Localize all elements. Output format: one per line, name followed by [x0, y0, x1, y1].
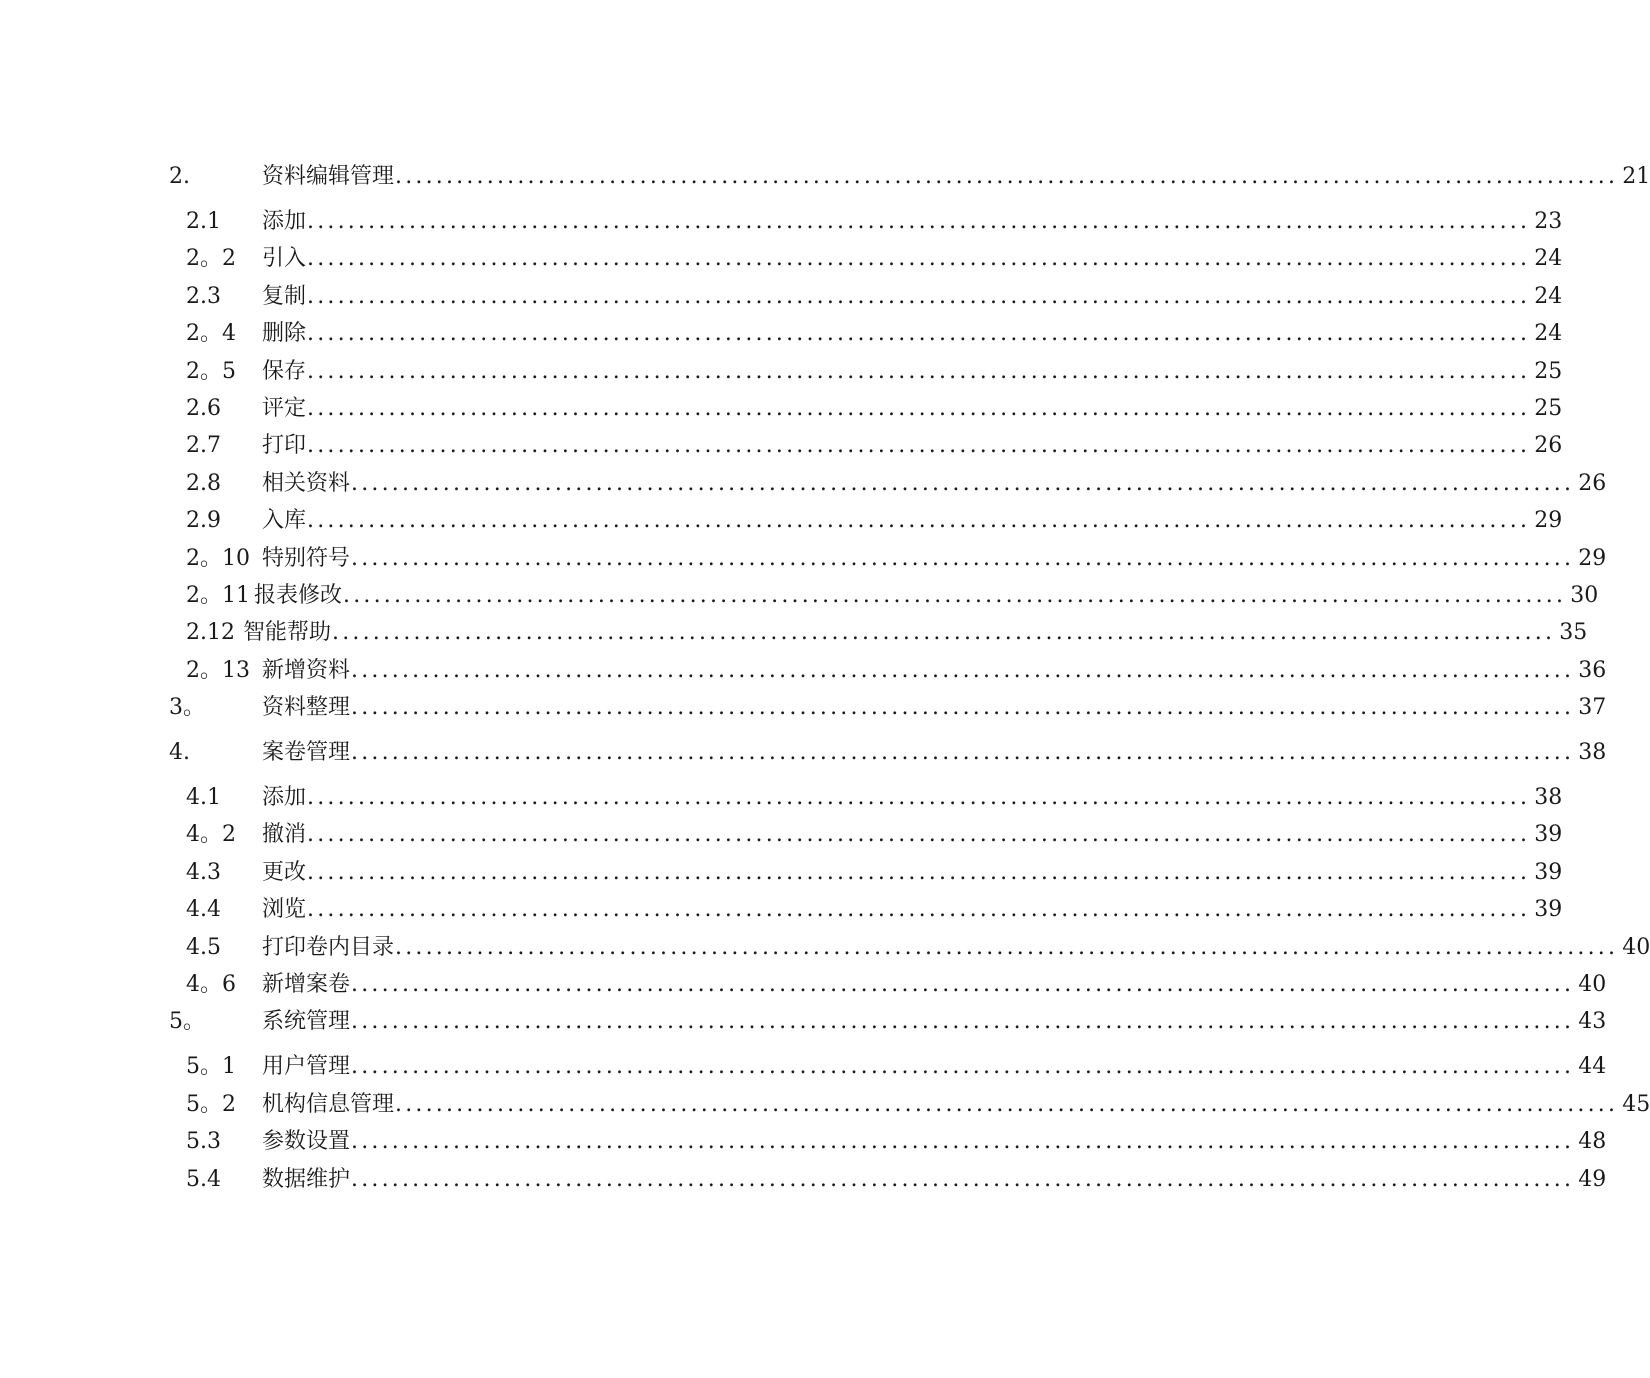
toc-entry-number: 4.5: [186, 934, 221, 960]
toc-dot-leader: ........................................................................................................................: [351, 740, 1575, 766]
toc-entry-title: 删除: [262, 321, 307, 347]
toc-entry[interactable]: [0, 966, 1607, 1003]
toc-entry-page-number: 24: [1534, 283, 1563, 309]
toc-entry-page-number: 29: [1534, 508, 1563, 534]
toc-entry-number: 2.7: [186, 433, 221, 459]
toc-entry-page-number: 39: [1534, 859, 1563, 885]
toc-dot-leader: ........................................................................................................................: [307, 433, 1531, 459]
toc-dot-leader: ........................................................................................................................: [351, 1129, 1575, 1155]
toc-entry[interactable]: [0, 929, 1650, 966]
toc-entry-page-number: 39: [1534, 822, 1563, 848]
toc-entry[interactable]: [0, 203, 1563, 240]
toc-entry-number: 4。2: [186, 822, 236, 848]
toc-entry-title: 保存: [262, 358, 307, 384]
toc-entry-title: 打印: [262, 433, 307, 459]
toc-entry-title: 资料整理: [262, 695, 351, 721]
toc-dot-leader: ........................................................................................................................: [351, 1009, 1575, 1035]
toc-entry[interactable]: [0, 353, 1563, 390]
toc-dot-leader: ........................................................................................................................: [332, 620, 1556, 646]
toc-entry-number: 4.4: [186, 897, 221, 923]
toc-entry[interactable]: [0, 854, 1563, 891]
toc-dot-leader: ........................................................................................................................: [307, 822, 1531, 848]
toc-entry[interactable]: [0, 734, 1607, 779]
toc-entry[interactable]: [0, 1086, 1650, 1123]
toc-entry-title: 入库: [262, 508, 307, 534]
toc-entry-page-number: 23: [1534, 209, 1563, 234]
toc-entry-title: 机构信息管理: [262, 1091, 395, 1117]
toc-entry-number: 4.1: [186, 785, 221, 811]
toc-entry-page-number: 40: [1578, 972, 1607, 998]
toc-entry-title: 智能帮助: [243, 620, 332, 646]
toc-entry-number: 2.: [169, 164, 190, 189]
toc-entry-number: 5。1: [186, 1054, 236, 1080]
toc-dot-leader: ........................................................................................................................: [307, 508, 1531, 534]
toc-entry-page-number: 48: [1578, 1129, 1607, 1155]
toc-entry[interactable]: [0, 1161, 1607, 1198]
toc-entry-page-number: 26: [1534, 433, 1563, 459]
toc-entry-number: 5。2: [186, 1091, 236, 1117]
toc-entry[interactable]: [0, 779, 1563, 816]
toc-entry[interactable]: [0, 240, 1563, 277]
toc-entry[interactable]: [0, 278, 1563, 315]
toc-dot-leader: ........................................................................................................................: [351, 657, 1575, 683]
toc-entry-title: 相关资料: [262, 470, 351, 496]
toc-entry-number: 2.9: [186, 508, 221, 534]
toc-entry-page-number: 44: [1578, 1054, 1607, 1080]
toc-entry-number: 4。6: [186, 972, 236, 998]
toc-dot-leader: ........................................................................................................................: [395, 1091, 1619, 1117]
toc-dot-leader: ........................................................................................................................: [351, 972, 1575, 998]
toc-entry-number: 2。2: [186, 246, 236, 272]
toc-entry-page-number: 21: [1622, 164, 1650, 189]
toc-dot-leader: ........................................................................................................................: [307, 395, 1531, 421]
toc-entry-number: 2.8: [186, 470, 221, 496]
toc-entry-page-number: 30: [1570, 582, 1599, 608]
toc-entry-page-number: 24: [1534, 321, 1563, 347]
toc-entry-title: 案卷管理: [262, 740, 351, 766]
toc-entry[interactable]: [0, 502, 1563, 539]
toc-entry-page-number: 36: [1578, 657, 1607, 683]
toc-entry-title: 参数设置: [262, 1129, 351, 1155]
toc-entry[interactable]: [0, 427, 1563, 464]
toc-entry[interactable]: [0, 652, 1607, 689]
toc-entry-title: 报表修改: [254, 582, 343, 608]
toc-entry-number: 5。: [169, 1009, 205, 1035]
toc-entry-number: 4.: [169, 740, 190, 766]
table-of-contents: [0, 158, 1650, 1198]
toc-entry[interactable]: [0, 816, 1563, 853]
toc-dot-leader: ........................................................................................................................: [395, 934, 1619, 960]
toc-dot-leader: ........................................................................................................................: [343, 582, 1567, 608]
toc-entry[interactable]: [0, 891, 1563, 928]
toc-entry-page-number: 43: [1578, 1009, 1607, 1035]
toc-entry-title: 添加: [262, 209, 307, 234]
toc-entry-number: 2。4: [186, 321, 236, 347]
toc-entry-page-number: 29: [1578, 545, 1607, 571]
toc-entry-page-number: 25: [1534, 358, 1563, 384]
toc-dot-leader: ........................................................................................................................: [351, 470, 1575, 496]
toc-entry-title: 浏览: [262, 897, 307, 923]
toc-entry[interactable]: [0, 614, 1588, 651]
toc-entry-title: 评定: [262, 395, 307, 421]
toc-dot-leader: ........................................................................................................................: [351, 1054, 1575, 1080]
toc-entry-number: 2。13: [186, 657, 250, 683]
toc-entry-number: 2.3: [186, 283, 221, 309]
toc-entry-title: 新增资料: [262, 657, 351, 683]
toc-entry-title: 撤消: [262, 822, 307, 848]
toc-entry-page-number: 25: [1534, 395, 1563, 421]
toc-dot-leader: ........................................................................................................................: [307, 358, 1531, 384]
toc-entry-title: 用户管理: [262, 1054, 351, 1080]
toc-entry-page-number: 45: [1622, 1091, 1650, 1117]
toc-entry-title: 资料编辑管理: [262, 164, 395, 189]
toc-dot-leader: ........................................................................................................................: [307, 283, 1531, 309]
toc-dot-leader: ........................................................................................................................: [395, 164, 1619, 189]
toc-entry[interactable]: [0, 390, 1563, 427]
toc-entry-page-number: 37: [1578, 695, 1607, 721]
toc-entry-page-number: 38: [1578, 740, 1607, 766]
toc-entry-number: 2。10: [186, 545, 250, 571]
toc-entry[interactable]: [0, 540, 1607, 577]
toc-entry-title: 引入: [262, 246, 307, 272]
toc-dot-leader: ........................................................................................................................: [351, 545, 1575, 571]
toc-dot-leader: ........................................................................................................................: [307, 246, 1531, 272]
toc-entry[interactable]: [0, 689, 1607, 734]
toc-entry[interactable]: [0, 577, 1599, 614]
toc-dot-leader: ........................................................................................................................: [307, 209, 1531, 234]
toc-dot-leader: ........................................................................................................................: [307, 785, 1531, 811]
toc-entry-title: 新增案卷: [262, 972, 351, 998]
toc-entry-number: 2.12: [186, 620, 235, 646]
toc-entry-number: 3。: [169, 695, 205, 721]
toc-dot-leader: ........................................................................................................................: [307, 897, 1531, 923]
toc-entry-title: 特别符号: [262, 545, 351, 571]
toc-entry-title: 添加: [262, 785, 307, 811]
toc-entry-number: 5.4: [186, 1166, 221, 1192]
toc-dot-leader: ........................................................................................................................: [351, 695, 1575, 721]
toc-entry-number: 2。5: [186, 358, 236, 384]
toc-entry-page-number: 40: [1622, 934, 1650, 960]
toc-entry-number: 2.6: [186, 395, 221, 421]
toc-entry-page-number: 38: [1534, 785, 1563, 811]
toc-entry-page-number: 39: [1534, 897, 1563, 923]
toc-entry-page-number: 49: [1578, 1166, 1607, 1192]
toc-entry-title: 复制: [262, 283, 307, 309]
toc-entry-page-number: 26: [1578, 470, 1607, 496]
toc-entry-page-number: 24: [1534, 246, 1563, 272]
toc-dot-leader: ........................................................................................................................: [307, 859, 1531, 885]
toc-entry[interactable]: [0, 315, 1563, 352]
toc-entry[interactable]: [0, 1123, 1607, 1160]
toc-entry-number: 2.1: [186, 209, 221, 234]
toc-entry-number: 4.3: [186, 859, 221, 885]
toc-entry-title: 更改: [262, 859, 307, 885]
toc-entry[interactable]: [0, 158, 1650, 203]
toc-entry[interactable]: [0, 1048, 1607, 1085]
toc-entry-title: 打印卷内目录: [262, 934, 395, 960]
toc-entry-number: 5.3: [186, 1129, 221, 1155]
toc-dot-leader: ........................................................................................................................: [351, 1166, 1575, 1192]
toc-entry[interactable]: [0, 1003, 1607, 1048]
toc-entry-title: 系统管理: [262, 1009, 351, 1035]
toc-dot-leader: ........................................................................................................................: [307, 321, 1531, 347]
toc-entry[interactable]: [0, 465, 1607, 502]
toc-entry-number: 2。11: [186, 582, 250, 608]
toc-entry-title: 数据维护: [262, 1166, 351, 1192]
toc-entry-page-number: 35: [1559, 620, 1588, 646]
